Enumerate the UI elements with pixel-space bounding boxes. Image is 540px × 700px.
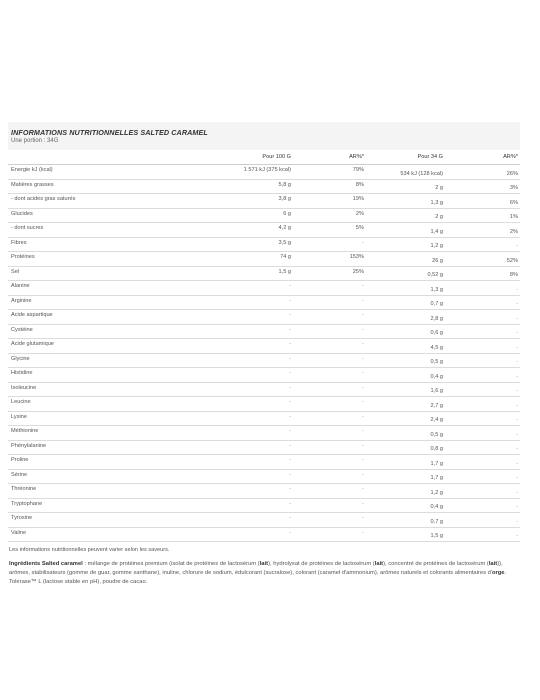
table-row [8,498,520,513]
ar-per-34g: - [516,344,518,351]
ar-per-34g: - [516,504,518,510]
value-per-100g: 1 571 kJ (375 kcal) [243,167,291,173]
ingredients-part: ), concentré de protéines de lactosérum ( [383,561,489,567]
table-row [8,484,520,499]
nutrient-name: Tryptophane [11,500,43,507]
value-per-100g: - [289,428,291,434]
nutrient-name: Cystéine [11,326,33,333]
ar-per-34g: - [516,417,518,423]
table-row [8,382,520,397]
ingredients-part: ), hydrolysat de protéines de lactosérum ( [268,561,375,567]
value-per-34g: 0,52 g [427,272,443,278]
nutrient-name: Proline [11,457,29,463]
ingredients-part: : mélange de protéines premium (isolat de protéines de lactosérum ( [82,561,260,567]
ar-per-34g: - [516,431,518,438]
nutrient-name: Sérine [11,471,28,478]
value-per-34g: 1,6 g [430,388,443,394]
value-per-34g: 4,5 g [430,344,443,351]
value-per-34g: 1,3 g [430,286,443,293]
table-row [8,426,520,441]
value-per-34g: 0,8 g [430,446,443,452]
ar-per-34g: 2% [509,228,518,235]
ar-per-34g: - [516,315,518,322]
value-per-100g: - [289,384,291,391]
ar-per-34g: - [516,446,518,452]
ar-per-100g: 19% [352,196,364,202]
ar-per-34g: - [516,373,518,380]
nutrient-name: Acide glutamique [11,341,54,347]
ar-per-34g: - [516,518,518,525]
nutrient-name: Lysine [11,413,27,420]
table-row [8,513,520,528]
ar-per-100g: 5% [355,225,364,231]
nutrient-name: Fibres [11,239,27,246]
value-per-34g: 2 g [435,214,443,220]
ar-per-100g: - [362,370,364,376]
ingredients-text [8,560,519,586]
ar-per-100g: - [362,399,364,405]
value-per-34g: 1,3 g [430,199,443,206]
ar-per-100g: - [362,355,364,362]
ar-per-34g: - [516,388,518,394]
ar-per-34g: - [516,301,518,307]
value-per-100g: - [289,312,291,318]
value-per-100g: - [289,297,291,304]
table-row [8,295,520,310]
ar-per-34g: - [516,489,518,496]
table-row [8,440,520,455]
ar-per-100g: - [362,283,364,289]
nutrient-name: Sel [11,268,20,275]
nutrient-name: Glycine [11,355,30,362]
value-per-100g: 5,8 g [278,181,291,188]
column-header-per-100g: Pour 100 G [208,150,293,165]
nutrient-name: - dont sucres [11,225,44,231]
value-per-34g: 2,8 g [430,315,443,322]
table-row [8,194,520,209]
value-per-34g: 2,4 g [430,417,443,423]
nutrient-name: Méthionine [11,428,39,434]
variation-note: Les informations nutritionnelles peuvent varier selon les saveurs. [9,547,170,553]
ar-per-34g: - [516,330,518,336]
ar-per-100g: - [362,239,364,246]
table-row [8,223,520,238]
ar-per-100g: - [362,413,364,420]
value-per-100g: - [289,283,291,289]
nutrient-name: Phénylalanine [11,442,47,449]
value-per-34g: 1,2 g [430,243,443,249]
value-per-100g: - [289,471,291,478]
nutrient-name: Glucides [11,210,33,217]
value-per-100g: 6 g [283,210,291,217]
value-per-34g: 1,7 g [430,475,443,481]
table-row [8,469,520,484]
nutrient-name: Tyrosine [11,515,33,521]
value-per-100g: 3,8 g [278,196,291,202]
ar-per-100g: - [362,457,364,463]
ar-per-100g: 153% [349,254,364,260]
ar-per-100g: - [362,428,364,434]
ar-per-100g: - [362,312,364,318]
allergen-barley: orge [491,569,505,576]
ar-per-34g: - [516,475,518,481]
table-row [8,237,520,252]
ar-per-34g: - [516,286,518,293]
ingredients-label: Ingrédients Salted caramel [9,561,83,567]
nutrition-title: INFORMATIONS NUTRITIONNELLES SALTED CARAMEL [11,128,208,137]
nutrition-panel [8,122,520,586]
ingredients-part: . Tolerase™ L (lactose stable en pH), poudre de cacao. [9,569,507,585]
ar-per-34g: - [516,533,518,539]
table-row [8,368,520,383]
ar-per-100g: - [362,500,364,507]
value-per-100g: - [289,515,291,521]
ar-per-100g: - [362,486,364,492]
value-per-34g: 0,5 g [430,431,443,438]
portion-size: Une portion : 34G [11,138,59,144]
nutrient-name: Energie kJ (kcal) [11,167,53,173]
table-row [8,339,520,354]
table-row [8,411,520,426]
table-row [8,208,520,223]
ingredients-part: )), arômes, stabilisateurs (gomme de guar, gomme xanthane), inuline, chlorure de sodium, édulcorant (sucralose), colorant (caramel d'ammonium), arômes naturels et colorants alimentaires d' [9,561,503,576]
column-header-per-34g: Pour 34 G [366,150,445,165]
value-per-34g: 1,2 g [430,489,443,496]
value-per-34g: 0,7 g [430,518,443,525]
value-per-100g: - [289,341,291,347]
ar-per-100g: - [362,297,364,304]
ar-per-100g: - [362,442,364,449]
value-per-100g: - [289,486,291,492]
value-per-100g: - [289,399,291,405]
value-per-34g: 0,4 g [430,373,443,380]
ar-per-34g: - [516,402,518,409]
nutrient-name: Histidine [11,370,33,376]
nutrient-name: Protéines [11,254,35,260]
table-row [8,527,520,542]
ar-per-100g: - [362,471,364,478]
value-per-100g: - [289,442,291,449]
table-row [8,252,520,267]
table-row [8,455,520,470]
value-per-34g: 0,6 g [430,330,443,336]
ar-per-100g: 25% [352,268,364,275]
value-per-34g: 0,4 g [430,504,443,510]
table-row [8,324,520,339]
ar-per-34g: - [516,243,518,249]
value-per-100g: - [289,355,291,362]
value-per-100g: 74 g [280,254,291,260]
allergen-milk: lait [374,561,384,567]
value-per-34g: 0,7 g [430,301,443,307]
ar-per-34g: 52% [506,257,518,264]
value-per-100g: 1,5 g [278,268,291,275]
value-per-100g: - [289,413,291,420]
table-row [8,266,520,281]
value-per-100g: - [289,326,291,333]
ar-per-100g: 79% [352,167,364,173]
nutrient-name: Isoleucine [11,384,37,391]
allergen-milk: lait [488,561,498,567]
value-per-34g: 534 kJ (128 kcal) [400,170,443,177]
ar-per-34g: 6% [509,199,518,206]
value-per-100g: - [289,500,291,507]
value-per-34g: 1,5 g [430,533,443,539]
table-row [8,165,520,180]
ar-per-100g: - [362,384,364,391]
ar-per-34g: 26% [506,170,518,177]
allergen-milk: lait [259,561,269,567]
ar-per-34g: 3% [509,185,518,191]
nutrient-name: Alanine [11,283,30,289]
nutrient-name: - dont acides gras saturés [11,196,76,202]
table-header-row [8,150,520,165]
ar-per-100g: 8% [355,181,364,188]
nutrient-name: Acide aspartique [11,312,53,318]
nutrient-name: Arginine [11,297,32,304]
ar-per-100g: - [362,529,364,536]
nutrient-name: Valine [11,529,27,536]
value-per-100g: - [289,529,291,536]
value-per-100g: - [289,370,291,376]
table-row [8,397,520,412]
value-per-34g: 1,4 g [430,228,443,235]
ar-per-100g: - [362,515,364,521]
value-per-34g: 2 g [435,185,443,191]
column-header-ar-100g: AR%* [293,150,366,165]
value-per-100g: 3,5 g [278,239,291,246]
table-row [8,353,520,368]
ar-per-100g: 2% [355,210,364,217]
value-per-100g: - [289,457,291,463]
value-per-34g: 0,5 g [430,359,443,365]
ar-per-34g: - [516,460,518,467]
ar-per-100g: - [362,341,364,347]
ar-per-34g: 8% [509,272,518,278]
value-per-34g: 1,7 g [430,460,443,467]
column-header-nutrient [8,150,208,165]
nutrient-name: Thréonine [11,486,37,492]
value-per-34g: 26 g [432,257,443,264]
nutrition-table [8,150,520,542]
value-per-100g: 4,2 g [278,225,291,231]
nutrition-header [8,122,520,150]
table-row [8,310,520,325]
nutrient-name: Matières grasses [11,181,54,188]
column-header-ar-34g: AR%* [445,150,520,165]
nutrient-name: Leucine [11,399,31,405]
table-row [8,281,520,296]
ar-per-100g: - [362,326,364,333]
value-per-34g: 2,7 g [430,402,443,409]
ar-per-34g: - [516,359,518,365]
ar-per-34g: 1% [509,214,518,220]
table-row [8,179,520,194]
